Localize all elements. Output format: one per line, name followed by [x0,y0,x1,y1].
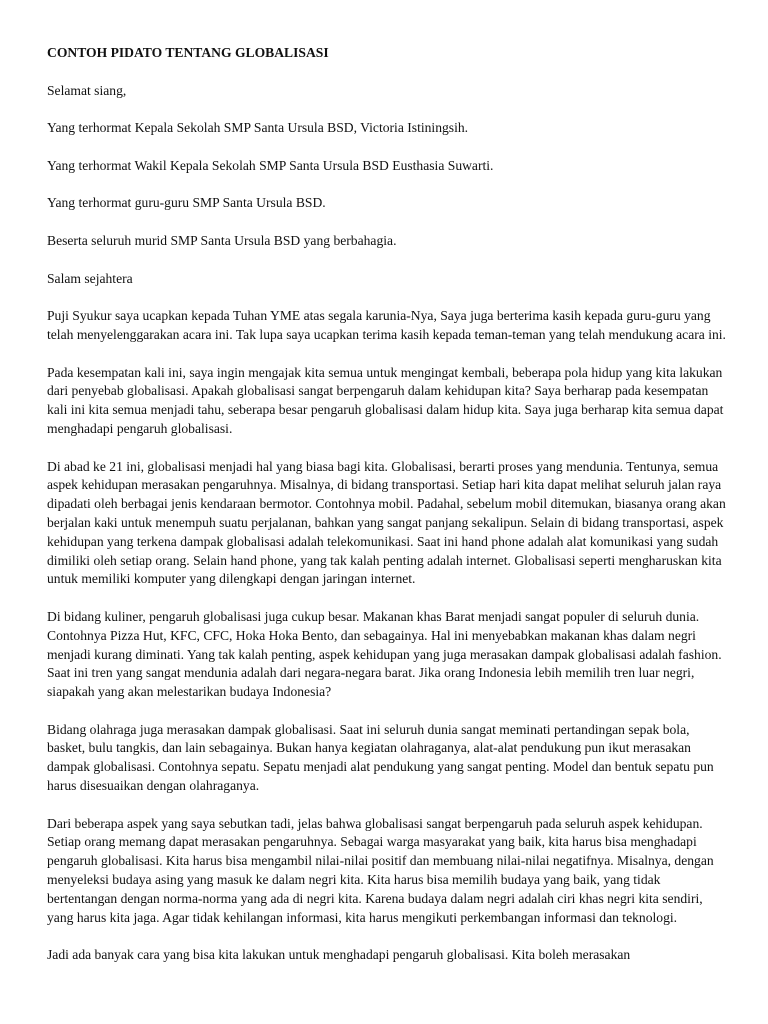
salutation-principal: Yang terhormat Kepala Sekolah SMP Santa Ursula BSD, Victoria Istiningsih. [47,120,469,136]
greeting: Selamat siang, [47,82,127,98]
paragraph-introduction: Pada kesempatan kali ini, saya ingin mengajak kita semua untuk mengingat kembali, beberapa pola hidup yang kita lakukan dari penyebab globalisasi. Apakah globalisasi sangat berpengaruh dalam kehidupan kita? Saya berharap pada kesempatan kali ini kita semua menjadi tahu, seberapa besar pengaruh globalisasi dalam hidup kita. Saya juga berharap kita semua dapat menghadapi pengaruh globalisasi. [47,364,724,436]
paragraph-closing: Jadi ada banyak cara yang bisa kita lakukan untuk menghadapi pengaruh globalisasi. Kita boleh merasakan [47,947,631,963]
salam-sejahtera: Salam sejahtera [47,270,133,286]
document-page [47,44,727,984]
salutation-vice-principal: Yang terhormat Wakil Kepala Sekolah SMP Santa Ursula BSD Eusthasia Suwarti. [47,157,494,173]
salutation-teachers: Yang terhormat guru-guru SMP Santa Ursula BSD. [47,195,326,211]
paragraph-conclusion: Dari beberapa aspek yang saya sebutkan tadi, jelas bahwa globalisasi sangat berpengaruh pada seluruh aspek kehidupan. Setiap orang memang dapat merasakan pengaruhnya. Sebagai warga masyarakat yang baik, kita harus bisa menghadapi pengaruh globalisasi. Kita harus bisa mengambil nilai-nilai positif dan membuang nilai-nilai negatifnya. Misalnya, dengan menyeleksi budaya asing yang masuk ke dalam negri kita. Kita harus bisa memilih budaya yang baik, yang tidak bertentangan dengan norma-norma yang ada di negri kita. Karena budaya dalam negri adalah ciri khas negri kita sendiri, yang harus kita jaga. Agar tidak kehilangan informasi, kita harus mengikuti perkembangan informasi dan teknologi. [47,815,714,925]
salutation-students: Beserta seluruh murid SMP Santa Ursula BSD yang berbahagia. [47,232,397,248]
paragraph-sports: Bidang olahraga juga merasakan dampak globalisasi. Saat ini seluruh dunia sangat meminati pertandingan sepak bola, basket, bulu tangkis, dan lain sebagainya. Bukan hanya kegiatan olahraganya, alat-alat pendukung pun ikut merasakan dampak globalisasi. Contohnya sepatu. Sepatu menjadi alat pendukung yang sangat penting. Model dan bentuk sepatu pun harus disesuaikan dengan olahraganya. [47,721,714,794]
paragraph-culinary: Di bidang kuliner, pengaruh globalisasi juga cukup besar. Makanan khas Barat menjadi sangat populer di seluruh dunia. Contohnya Pizza Hut, KFC, CFC, Hoka Hoka Bento, dan sebagainya. Hal ini menyebabkan makanan khas dalam negri menjadi kurang diminati. Yang tak kalah penting, aspek kehidupan yang juga merasakan dampak globalisasi adalah fashion. Saat ini tren yang sangat mendunia adalah dari negara-negara barat. Jika orang Indonesia lebih memilih tren luar negri, siapakah yang akan melestarikan budaya Indonesia? [47,608,722,700]
document-title: CONTOH PIDATO TENTANG GLOBALISASI [47,45,329,60]
paragraph-gratitude: Puji Syukur saya ucapkan kepada Tuhan YME atas segala karunia-Nya, Saya juga berterima kasih kepada guru-guru yang telah menyelenggarakan acara ini. Tak lupa saya ucapkan terima kasih kepada teman-teman yang telah mendukung acara ini. [47,308,726,342]
paragraph-transportation: Di abad ke 21 ini, globalisasi menjadi hal yang biasa bagi kita. Globalisasi, berarti proses yang mendunia. Tentunya, semua aspek kehidupan merasakan pengaruhnya. Misalnya, di bidang transportasi. Setiap hari kita dapat melihat seluruh jalan raya dipadati oleh berbagai jenis kendaraan bermotor. Contohnya mobil. Padahal, sebelum mobil ditemukan, biasanya orang akan berjalan kaki untuk menempuh suatu perjalanan, bahkan yang sangat panjang sekalipun. Selain di bidang transportasi, aspek kehidupan yang terkena dampak globalisasi adalah telekomunikasi. Saat ini hand phone adalah alat komunikasi yang sudah dimiliki oleh setiap orang. Selain hand phone, yang tak kalah penting adalah internet. Globalisasi seperti mengharuskan kita untuk memiliki komputer yang dilengkapi dengan jaringan internet. [47,458,726,587]
